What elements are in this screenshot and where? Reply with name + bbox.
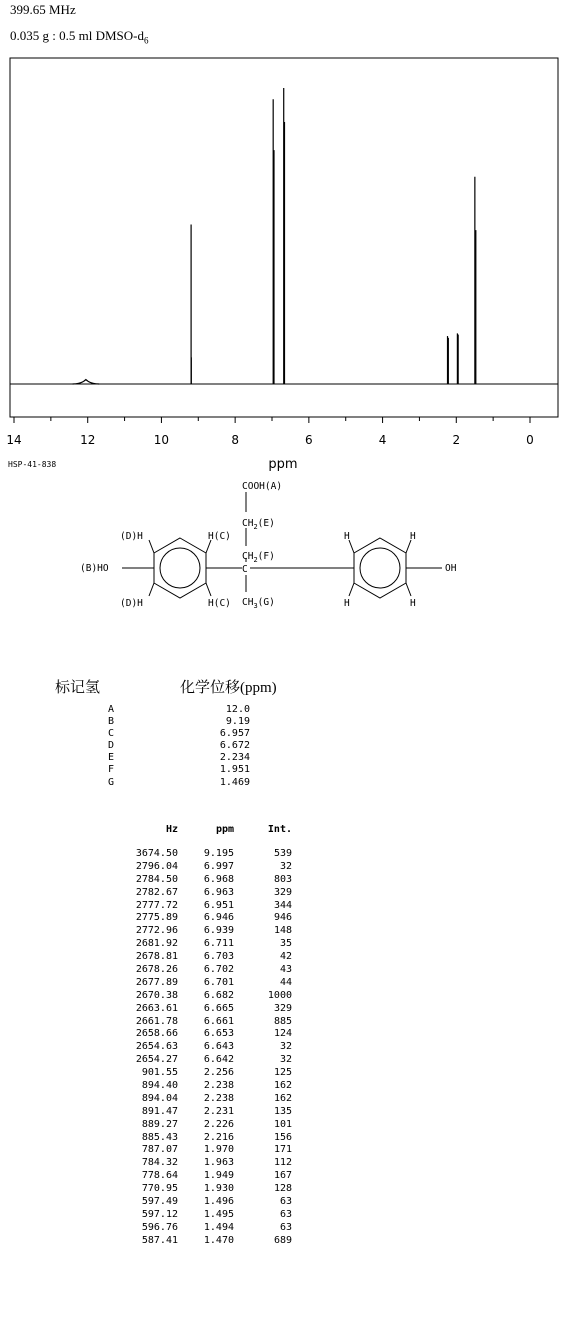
cell-hz: 2658.66 [135,1028,178,1040]
cell-int: 32 [279,860,292,872]
label-left-oh: (B)HO [80,563,109,574]
left-benzene-ring [154,538,206,598]
cell-ppm: 6.946 [203,912,234,924]
x-tick-label: 6 [305,433,313,447]
cell-int: 946 [273,912,292,924]
cell-ppm: 6.643 [203,1041,234,1053]
assignment-label: G [108,776,115,788]
cell-hz: 2777.72 [135,899,178,911]
cell-int: 128 [273,1183,292,1195]
cell-ppm: 6.997 [203,860,234,872]
cell-int: 171 [273,1144,292,1156]
cell-int: 63 [279,1208,292,1220]
label-ch3: $CH_3(G)$ [242,597,275,610]
cell-ppm: 6.701 [203,976,234,988]
cell-ppm: 6.682 [203,989,234,1001]
label-central-c: C [242,564,248,575]
cell-int: 63 [279,1196,292,1208]
spectrum-peak [73,380,100,384]
bond-h-d-top [149,540,154,553]
bond-h-d-bottom [149,583,154,596]
cell-int: 162 [273,1092,292,1104]
cell-ppm: 2.256 [203,1067,234,1079]
assignment-header-shift: 化学位移(ppm) [180,680,277,696]
assignment-row [100,740,300,752]
spectrum-code: HSP-41-838 [8,460,57,469]
assignment-shift: 6.957 [219,728,250,740]
cell-ppm: 1.470 [203,1234,234,1246]
cell-ppm: 6.702 [203,964,234,976]
header-hz: Hz [165,824,178,835]
cell-int: 135 [273,1105,292,1117]
spectrum-marks [10,88,558,384]
cell-hz: 2775.89 [135,912,178,924]
cell-int: 148 [273,925,292,937]
label-cooh: COOH(A) [242,481,283,492]
label-h-right-top-right: H [410,531,416,542]
x-tick-label: 4 [378,433,387,447]
cell-ppm: 6.653 [203,1028,234,1040]
cell-ppm: 2.231 [203,1105,234,1117]
assignment-shift: 2.234 [219,752,250,764]
label-h-d-top: (D)H [120,531,143,542]
assignment-row [100,704,300,716]
x-tick-label: 10 [153,433,170,447]
cell-int: 63 [279,1221,292,1233]
assignment-label: A [108,704,115,715]
cell-ppm: 2.238 [203,1092,234,1104]
cell-ppm: 6.951 [203,899,234,911]
label-right-oh: OH [445,563,457,574]
assignment-row [100,777,300,789]
bond-h-r-tl [349,540,354,553]
cell-hz: 2677.89 [135,976,178,988]
x-tick-label: 12 [80,433,96,447]
label-h-c-bottom: H(C) [208,598,231,609]
cell-ppm: 1.949 [203,1170,234,1182]
label-h-right-bottom-right: H [410,598,416,609]
cell-hz: 597.12 [141,1208,178,1220]
nmr-spectrum-chart [0,0,570,478]
sample-subscript: 6 [143,35,149,46]
cell-hz: 2661.78 [135,1015,178,1027]
assignment-label: E [108,752,115,764]
label-ch2-e: $CH_2(E)$ [242,518,275,531]
cell-hz: 2784.50 [135,873,178,885]
header-int: Int. [267,824,292,835]
cell-ppm: 1.496 [203,1196,234,1208]
assignment-shift: 6.672 [219,740,250,752]
x-axis [6,417,533,447]
right-benzene-ring [354,538,406,598]
cell-ppm: 6.939 [203,925,234,937]
cell-hz: 2663.61 [135,1002,178,1014]
label-h-d-bottom: (D)H [120,598,143,609]
x-tick-label: 0 [526,433,534,447]
cell-int: 329 [273,886,292,898]
molecular-structure [0,470,570,670]
assignment-row [100,764,300,776]
cell-int: 112 [273,1157,292,1169]
spectrometer-frequency: 399.65 MHz [10,2,76,17]
cell-int: 125 [273,1067,292,1079]
cell-hz: 894.04 [141,1092,178,1104]
cell-int: 43 [279,964,292,976]
cell-int: 32 [279,1041,292,1053]
cell-hz: 2678.26 [135,964,178,976]
cell-ppm: 6.665 [203,1002,234,1014]
assignment-label: C [108,728,115,740]
sample-text: 0.035 g : 0.5 ml DMSO-d [10,28,144,43]
cell-ppm: 2.238 [203,1080,234,1092]
cell-hz: 587.41 [141,1234,178,1246]
cell-hz: 778.64 [141,1170,178,1182]
x-tick-label: 14 [6,433,22,447]
label-h-right-top-left: H [344,531,350,542]
cell-hz: 2782.67 [135,886,178,898]
cell-int: 885 [273,1015,292,1027]
cell-hz: 2681.92 [135,938,178,950]
cell-int: 1000 [267,989,292,1001]
assignment-row [100,716,300,728]
bond-h-r-br [406,583,411,596]
cell-hz: 2772.96 [135,925,178,937]
cell-ppm: 6.963 [203,886,234,898]
right-ring-aromatic-circle [360,548,400,588]
cell-int: 44 [279,976,292,988]
cell-hz: 894.40 [141,1080,178,1092]
assignment-shift: 12.0 [225,704,250,715]
cell-int: 156 [273,1131,292,1143]
cell-ppm: 2.216 [203,1131,234,1143]
x-tick-label: 8 [231,433,239,447]
assignment-list [100,704,300,789]
cell-hz: 2796.04 [135,860,178,872]
cell-int: 329 [273,1002,292,1014]
cell-hz: 885.43 [141,1131,178,1143]
cell-ppm: 1.963 [203,1157,234,1169]
assignment-header-label: 标记氢 [55,680,101,696]
cell-int: 803 [273,873,292,885]
cell-ppm: 1.930 [203,1183,234,1195]
cell-int: 167 [273,1170,292,1182]
cell-ppm: 9.195 [203,848,234,859]
assignment-row [100,752,300,764]
cell-hz: 596.76 [141,1221,178,1233]
bond-h-r-bl [349,583,354,596]
cell-ppm: 6.711 [203,938,234,950]
cell-ppm: 2.226 [203,1118,234,1130]
cell-hz: 889.27 [141,1118,178,1130]
cell-int: 124 [273,1028,292,1040]
cell-ppm: 6.968 [203,873,234,885]
left-ring-aromatic-circle [160,548,200,588]
cell-hz: 2678.81 [135,951,178,963]
cell-ppm: 1.495 [203,1208,234,1220]
cell-int: 539 [273,848,292,859]
cell-int: 35 [279,938,292,950]
cell-hz: 770.95 [141,1183,178,1195]
cell-int: 42 [279,951,292,963]
cell-hz: 787.07 [141,1144,178,1156]
x-axis-label: ppm [268,457,298,472]
cell-hz: 2654.63 [135,1041,178,1053]
cell-ppm: 1.494 [203,1221,234,1233]
bond-h-c-bottom [206,583,211,596]
cell-hz: 2670.38 [135,989,178,1001]
cell-hz: 597.49 [141,1196,178,1208]
cell-hz: 901.55 [141,1067,178,1079]
cell-int: 689 [273,1234,292,1246]
cell-hz: 3674.50 [135,848,178,859]
label-ch2-f: $CH_2(F)$ [242,551,275,564]
cell-ppm: 6.642 [203,1054,234,1066]
cell-ppm: 6.703 [203,951,234,963]
cell-hz: 2654.27 [135,1054,178,1066]
assignment-shift: 1.951 [219,764,250,776]
cell-ppm: 1.970 [203,1144,234,1156]
assignment-shift: 1.469 [219,776,250,788]
cell-int: 101 [273,1118,292,1130]
x-tick-label: 2 [452,433,461,447]
cell-int: 162 [273,1080,292,1092]
label-h-right-bottom-left: H [344,598,350,609]
bonds [122,492,442,598]
cell-hz: 891.47 [141,1105,178,1117]
assignment-label: D [108,740,115,752]
assignment-row [100,728,300,740]
label-h-c-top: H(C) [208,531,231,542]
cell-hz: 784.32 [141,1157,178,1169]
cell-int: 32 [279,1054,292,1066]
assignment-label: F [108,764,115,776]
assignment-shift: 9.19 [225,716,250,728]
cell-int: 344 [273,899,292,911]
assignment-label: B [108,716,115,728]
cell-ppm: 6.661 [203,1015,234,1027]
header-ppm: ppm [215,824,234,835]
